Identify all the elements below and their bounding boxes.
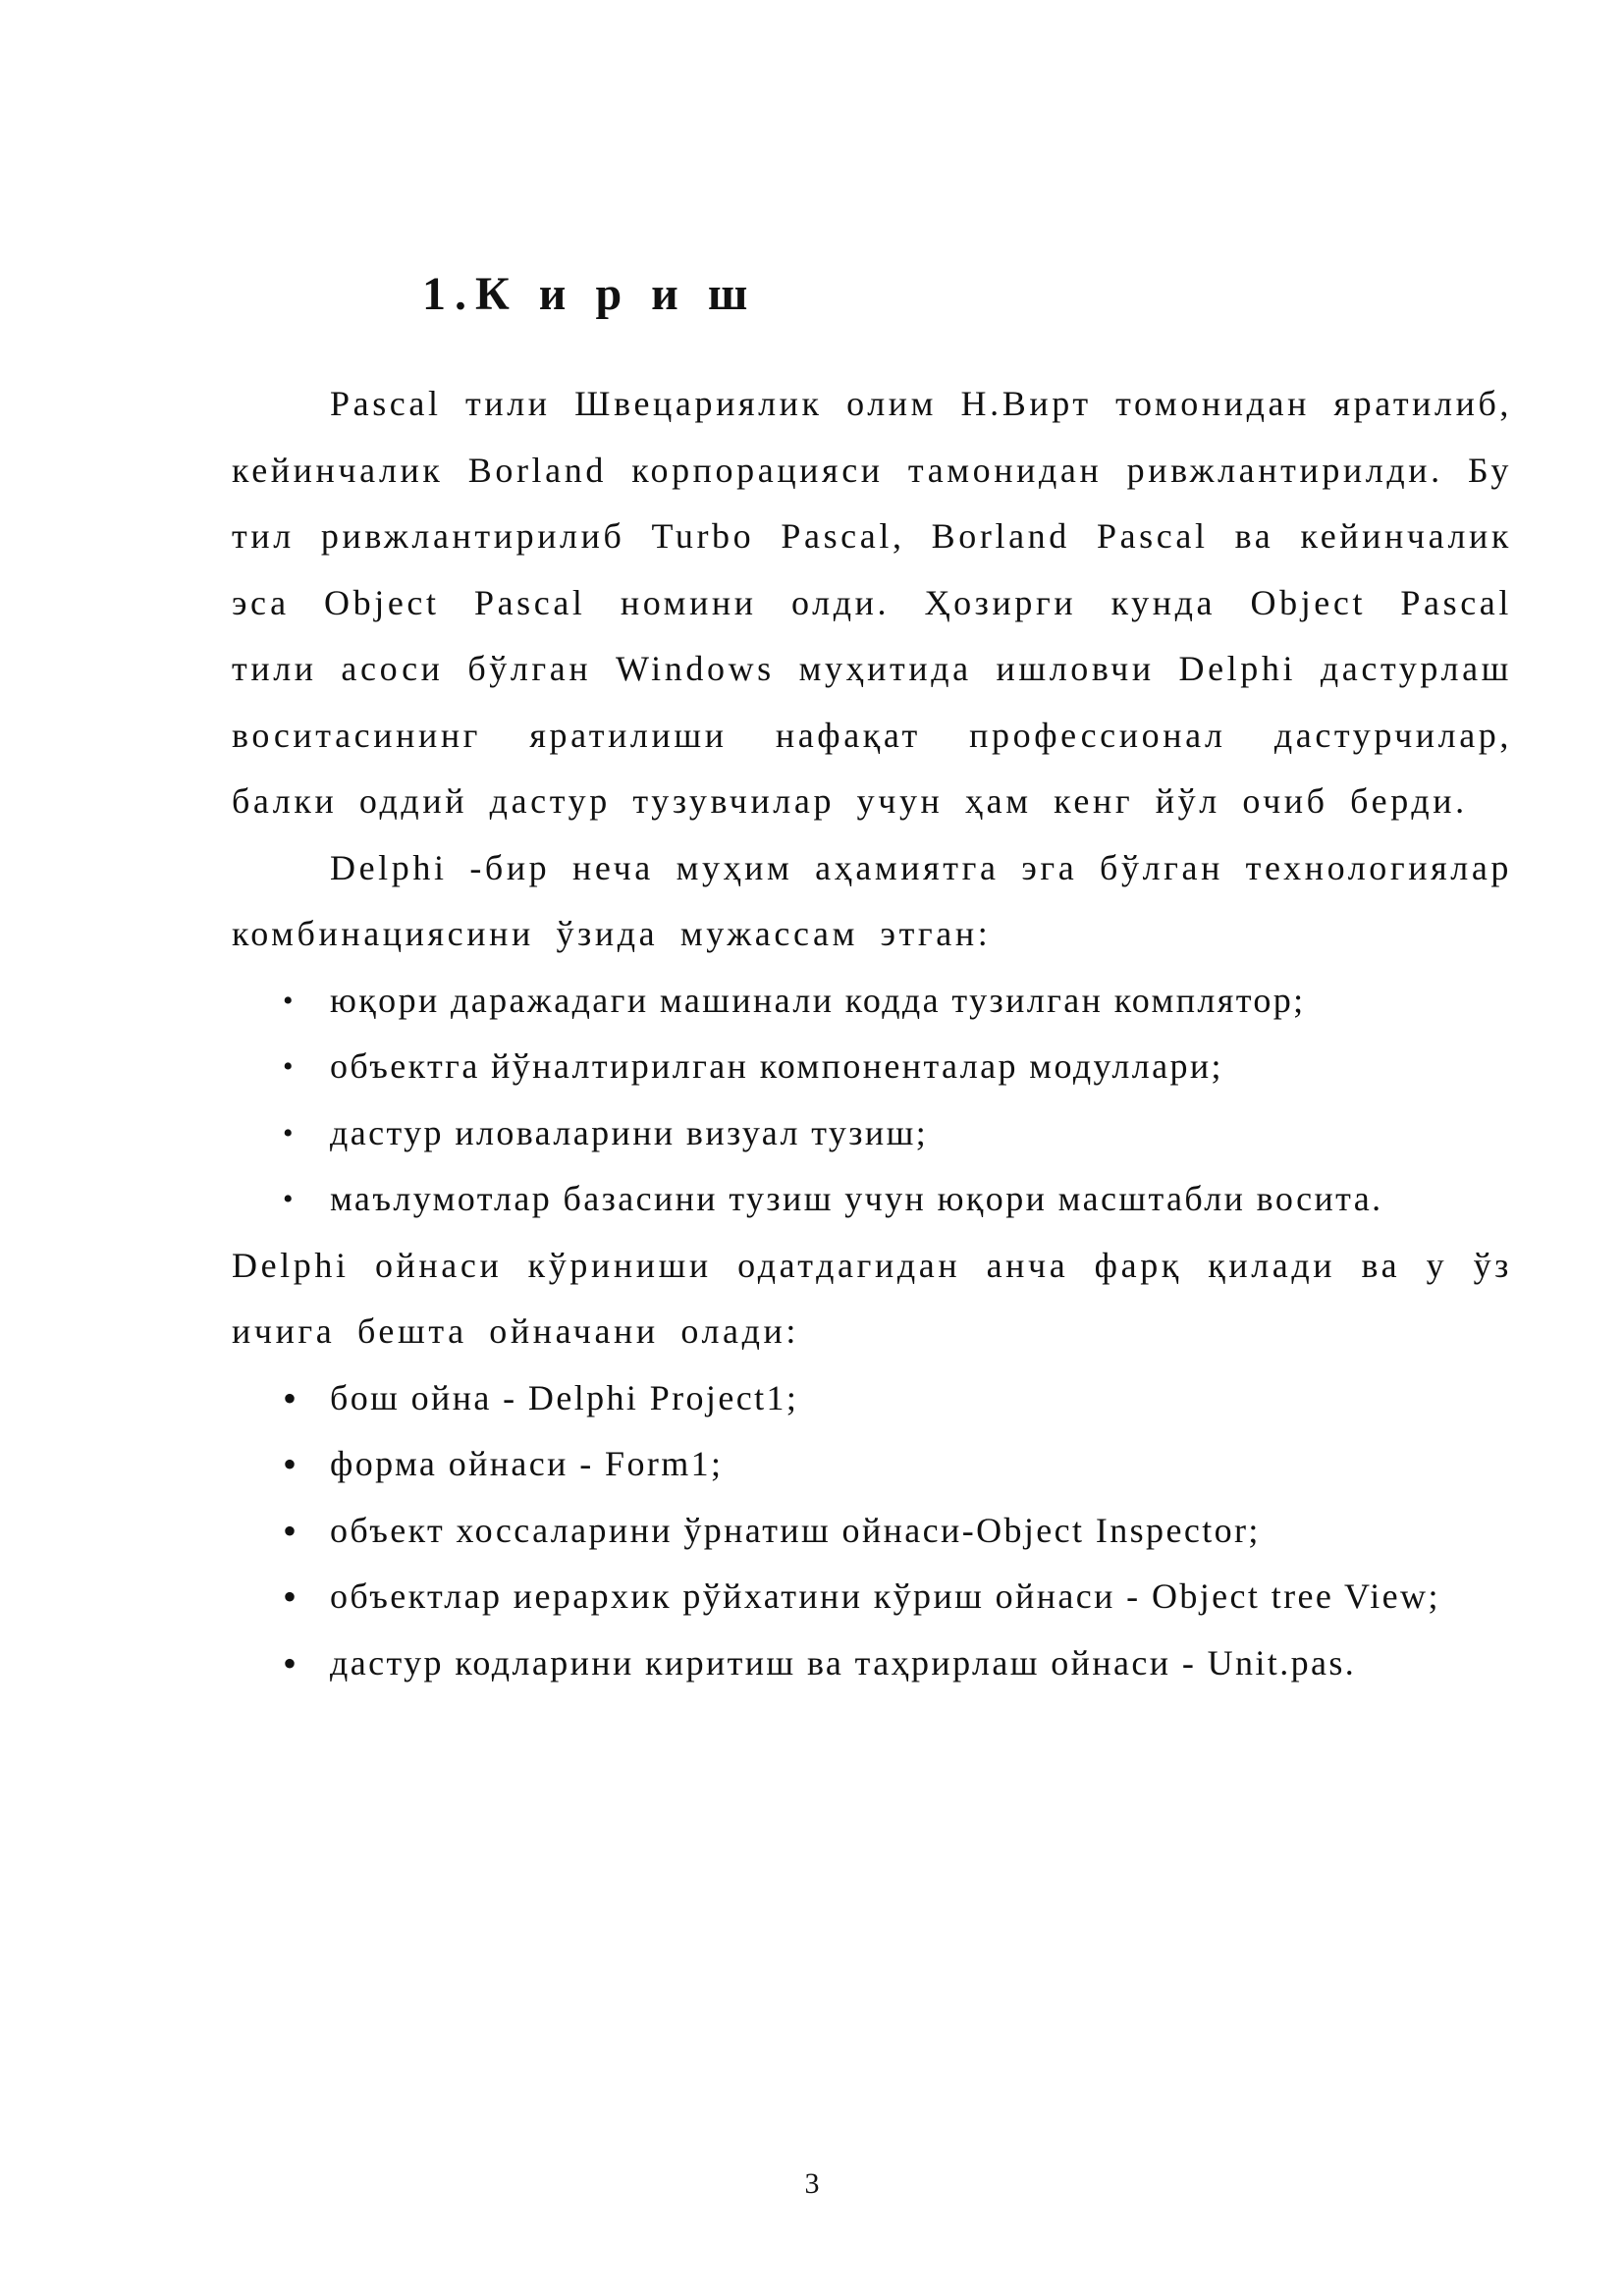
technologies-list [232, 968, 1512, 1233]
bullet-icon: • [283, 984, 296, 1017]
list-item [232, 1365, 1512, 1432]
list-item-text: форма ойнаси - Form1; [330, 1444, 724, 1483]
list-item-text: маълумотлар базасини тузиш учун юқори масштабли восита. [330, 1179, 1383, 1218]
list-item [232, 1564, 1512, 1630]
page-number: 3 [804, 2167, 820, 2200]
bullet-icon: • [283, 1575, 299, 1619]
list-item [232, 968, 1512, 1035]
list-item-text: объектлар иерархик рўйхатини кўриш ойнаси - Object tree View; [330, 1576, 1440, 1616]
list-item-text: дастур иловаларини визуал тузиш; [330, 1112, 929, 1152]
list-item [232, 1431, 1512, 1498]
windows-list [232, 1365, 1512, 1697]
bullet-icon: • [283, 1375, 299, 1420]
list-item-text: бош ойна - Delphi Project1; [330, 1377, 799, 1417]
bullet-icon: • [283, 1442, 299, 1486]
list-item-text: объект хоссаларини ўрнатиш ойнаси-Object Inspector; [330, 1510, 1261, 1550]
paragraph-delphi-technologies: Delphi -бир неча муҳим аҳамиятга эга бўлган технологиялар комбинациясини ўзида мужассам этган: [232, 847, 1512, 953]
list-item [232, 1100, 1512, 1167]
paragraph-pascal-history: Pascal тили Швецариялик олим Н.Вирт томонидан яратилиб, кейинчалик Borland корпорацияси тамонидан ривжлантирилди. Бу тил ривжлантирилиб Turbo Pascal, Borland Pascal ва кейинчалик эса Object Pascal номини олди. Ҳозирги кунда Object Pascal тили асоси бўлган Windows муҳитида ишловчи Delphi дастурлаш воситасининг яратилиши нафақат профессионал дастурчилар, балки оддий дастур тузувчилар учун ҳам кенг йўл очиб берди. [232, 384, 1512, 821]
list-item [232, 1498, 1512, 1565]
list-item-text: дастур кодларини киритиш ва таҳрирлаш ойнаси - Unit.pas. [330, 1642, 1357, 1682]
bullet-icon: • [283, 1640, 299, 1685]
list-item-text: юқори даражадаги машинали кодда тузилган комплятор; [330, 980, 1306, 1020]
section-heading: 1.К и р и ш [422, 268, 757, 320]
paragraph-delphi-window: Delphi ойнаси кўриниши одатдагидан анча фарқ қилади ва у ўз ичига бешта ойначани олади: [232, 1245, 1512, 1351]
bullet-icon: • [283, 1508, 299, 1553]
bullet-icon: • [283, 1183, 296, 1215]
list-item [232, 1630, 1512, 1697]
list-item-text: объектга йўналтирилган компоненталар модуллари; [330, 1046, 1223, 1086]
list-item [232, 1034, 1512, 1100]
list-item [232, 1166, 1512, 1233]
bullet-icon: • [283, 1050, 296, 1083]
body-text [232, 371, 1512, 1696]
bullet-icon: • [283, 1116, 296, 1149]
